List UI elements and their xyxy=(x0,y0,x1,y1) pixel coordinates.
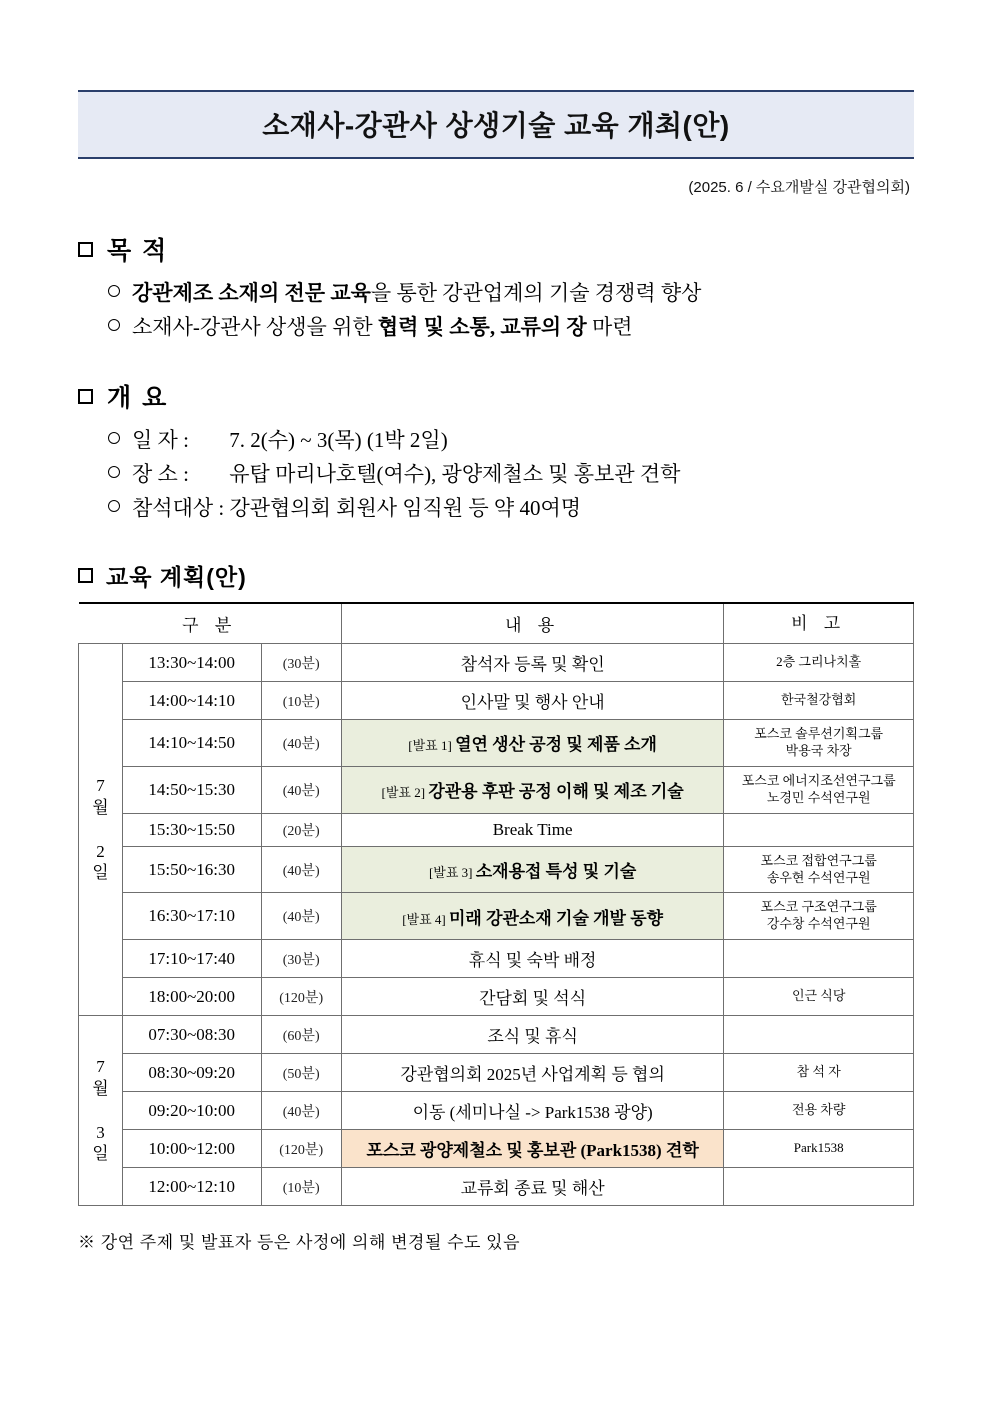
section-purpose-items xyxy=(78,276,914,344)
time-cell: 16:30~17:10 xyxy=(122,893,261,940)
list-item-value: 유탑 마리나호텔(여수), 광양제철소 및 홍보관 견학 xyxy=(229,462,681,487)
content-text: 소재용접 특성 및 기술 xyxy=(475,862,637,882)
list-item-text: 마련 xyxy=(586,315,633,340)
table-row xyxy=(79,1130,914,1168)
list-item-bold: 협력 및 소통, 교류의 장 xyxy=(377,315,587,340)
list-item-label: 일 자 : xyxy=(132,428,189,453)
content-cell: 간담회 및 석식 xyxy=(341,978,723,1016)
time-cell: 08:30~09:20 xyxy=(122,1054,261,1092)
table-row xyxy=(79,846,914,893)
remark-cell: Park1538 xyxy=(724,1130,914,1168)
list-item-value: 강관협의회 회원사 임직원 등 약 40여명 xyxy=(229,496,582,521)
duration-cell: (60분) xyxy=(261,1016,341,1054)
column-header-content: 내 용 xyxy=(341,603,723,644)
time-cell: 18:00~20:00 xyxy=(122,978,261,1016)
table-row xyxy=(79,1016,914,1054)
content-text: 열연 생산 공정 및 제품 소개 xyxy=(455,735,657,755)
time-cell: 07:30~08:30 xyxy=(122,1016,261,1054)
remark-cell: 인근 식당 xyxy=(724,978,914,1016)
duration-cell: (120분) xyxy=(261,978,341,1016)
duration-cell: (40분) xyxy=(261,846,341,893)
duration-cell: (20분) xyxy=(261,813,341,846)
time-cell: 15:30~15:50 xyxy=(122,813,261,846)
duration-cell: (30분) xyxy=(261,940,341,978)
table-row xyxy=(79,766,914,813)
time-cell: 12:00~12:10 xyxy=(122,1168,261,1206)
duration-cell: (10분) xyxy=(261,1168,341,1206)
content-cell: 휴식 및 숙박 배정 xyxy=(341,940,723,978)
table-row xyxy=(79,1092,914,1130)
remark-cell: 포스코 에너지조선연구그룹 노경민 수석연구원 xyxy=(724,766,914,813)
time-cell: 15:50~16:30 xyxy=(122,846,261,893)
presentation-tag: [발표 4] xyxy=(402,911,449,927)
document-subtitle: (2025. 6 / 수요개발실 강관협의회) xyxy=(688,179,910,196)
content-cell: 강관협의회 2025년 사업계획 등 협의 xyxy=(341,1054,723,1092)
table-row xyxy=(79,978,914,1016)
remark-cell xyxy=(724,1168,914,1206)
time-cell: 14:50~15:30 xyxy=(122,766,261,813)
table-row xyxy=(79,940,914,978)
table-row xyxy=(79,644,914,682)
remark-cell: 포스코 접합연구그룹 송우현 수석연구원 xyxy=(724,846,914,893)
remark-cell: 참 석 자 xyxy=(724,1054,914,1092)
section-overview-items xyxy=(78,423,914,525)
list-item-prefix: 소재사-강관사 상생을 위한 xyxy=(132,315,378,340)
section-purpose-title: 목 적 xyxy=(107,237,169,265)
square-bullet-icon xyxy=(78,389,93,404)
remark-cell xyxy=(724,940,914,978)
content-cell xyxy=(341,720,723,767)
content-text: 미래 강관소재 기술 개발 동향 xyxy=(448,908,664,928)
section-overview xyxy=(78,378,914,525)
list-item xyxy=(108,310,914,344)
list-item-label: 장 소 : xyxy=(132,462,189,487)
section-purpose xyxy=(78,231,914,344)
list-item-text: 을 통한 강관업계의 기술 경쟁력 향상 xyxy=(370,281,702,305)
duration-cell: (40분) xyxy=(261,893,341,940)
remark-cell xyxy=(724,1016,914,1054)
circle-bullet-icon xyxy=(108,285,120,297)
remark-cell: 한국철강협회 xyxy=(724,682,914,720)
time-cell: 14:00~14:10 xyxy=(122,682,261,720)
duration-cell: (30분) xyxy=(261,644,341,682)
remark-cell xyxy=(724,813,914,846)
content-cell: 포스코 광양제철소 및 홍보관 (Park1538) 견학 xyxy=(341,1130,723,1168)
content-cell: 인사말 및 행사 안내 xyxy=(341,682,723,720)
table-row xyxy=(79,1054,914,1092)
duration-cell: (10분) xyxy=(261,682,341,720)
content-cell xyxy=(341,893,723,940)
document-title-box xyxy=(78,90,914,159)
section-overview-heading xyxy=(78,378,914,414)
column-header-division: 구 분 xyxy=(79,603,342,644)
remark-cell: 2층 그리나치홀 xyxy=(724,644,914,682)
schedule-table xyxy=(78,602,914,1206)
content-cell: 교류회 종료 및 해산 xyxy=(341,1168,723,1206)
duration-cell: (40분) xyxy=(261,766,341,813)
remark-cell: 포스코 솔루션기획그룹 박용국 차장 xyxy=(724,720,914,767)
time-cell: 10:00~12:00 xyxy=(122,1130,261,1168)
circle-bullet-icon xyxy=(108,319,120,331)
content-cell: Break Time xyxy=(341,813,723,846)
section-plan-title: 교육 계획(안) xyxy=(106,564,247,591)
section-plan-heading xyxy=(78,559,914,592)
content-cell xyxy=(341,846,723,893)
table-row xyxy=(79,1168,914,1206)
page-title: 소재사-강관사 상생기술 교육 개최(안) xyxy=(262,110,730,141)
time-cell: 09:20~10:00 xyxy=(122,1092,261,1130)
list-item xyxy=(108,457,914,491)
day-label-cell: 7 월 2 일 xyxy=(79,644,123,1016)
table-row xyxy=(79,893,914,940)
list-item xyxy=(108,276,914,310)
square-bullet-icon xyxy=(78,242,93,257)
presentation-tag: [발표 3] xyxy=(428,865,476,881)
remark-cell: 포스코 구조연구그룹 강수창 수석연구원 xyxy=(724,893,914,940)
duration-cell: (120분) xyxy=(261,1130,341,1168)
circle-bullet-icon xyxy=(108,466,120,478)
section-plan xyxy=(78,559,914,1253)
duration-cell: (50분) xyxy=(261,1054,341,1092)
column-header-remark: 비 고 xyxy=(724,603,914,644)
content-cell xyxy=(341,766,723,813)
list-item xyxy=(108,491,914,525)
section-overview-title: 개 요 xyxy=(107,384,169,413)
list-item-bold: 강관제조 소재의 전문 교육 xyxy=(132,281,371,305)
list-item-label: 참석대상 : xyxy=(132,496,225,521)
table-row xyxy=(79,813,914,846)
square-bullet-icon xyxy=(78,568,93,583)
duration-cell: (40분) xyxy=(261,1092,341,1130)
table-row xyxy=(79,682,914,720)
table-header-row xyxy=(79,603,914,644)
section-purpose-heading xyxy=(78,231,914,267)
circle-bullet-icon xyxy=(108,432,120,444)
content-cell: 참석자 등록 및 확인 xyxy=(341,644,723,682)
footnote: ※ 강연 주제 및 발표자 등은 사정에 의해 변경될 수도 있음 xyxy=(78,1233,521,1253)
presentation-tag: [발표 1] xyxy=(408,738,456,754)
day-label-cell: 7 월 3 일 xyxy=(79,1016,123,1206)
circle-bullet-icon xyxy=(108,500,120,512)
content-cell: 이동 (세미나실 -> Park1538 광양) xyxy=(341,1092,723,1130)
list-item-value: 7. 2(수) ~ 3(목) (1박 2일) xyxy=(229,428,448,453)
remark-cell: 전용 차량 xyxy=(724,1092,914,1130)
presentation-tag: [발표 2] xyxy=(381,785,429,801)
time-cell: 14:10~14:50 xyxy=(122,720,261,767)
content-cell: 조식 및 휴식 xyxy=(341,1016,723,1054)
time-cell: 13:30~14:00 xyxy=(122,644,261,682)
table-row xyxy=(79,720,914,767)
duration-cell: (40분) xyxy=(261,720,341,767)
list-item xyxy=(108,423,914,457)
content-text: 강관용 후판 공정 이해 및 제조 기술 xyxy=(428,782,684,802)
time-cell: 17:10~17:40 xyxy=(122,940,261,978)
